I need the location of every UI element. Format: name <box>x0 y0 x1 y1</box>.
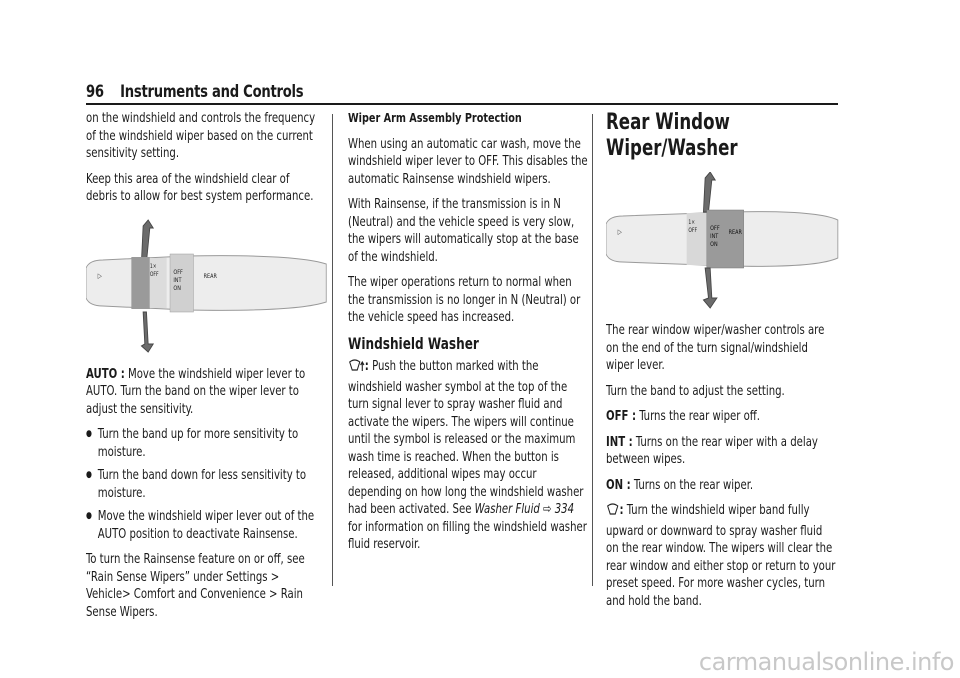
label-off-small: OFF <box>688 227 698 235</box>
list-item: ● Turn the band down for less sensitivity to moisture. <box>86 467 321 502</box>
section-title: Instruments and Controls <box>120 82 304 102</box>
rear-wiper-heading: Rear Window Wiper/Washer <box>606 110 738 161</box>
washer-description: : Push the button marked with the windshield washer symbol at the top of the turn signal lever to spray washer fluid and activate the wipers. The wipers will continue until the symbol is released or the maximum wash time is reached. When the button is released, additional wipes may occur depending on how long the windshield washer had been activated. See Washer Fluid ⇨ 334 for information on filling the windshield washer fluid reservoir. <box>348 359 587 552</box>
washer-icon <box>348 359 365 379</box>
windshield-washer-heading: Windshield Washer <box>348 333 479 353</box>
column-3 <box>606 110 882 618</box>
list-item: ● Turn the band up for more sensitivity to moisture. <box>86 426 321 461</box>
rear-washer-description: : Turn the windshield wiper band fully upward or downward to spray washer fluid on the rear window. The wipers will clear the rear window and either stop or return to your preset speed. For more washer cycles, turn and hold the band. <box>606 503 836 609</box>
label-int: INT <box>710 232 719 241</box>
paragraph: Turn the band to adjust the setting. <box>606 383 785 399</box>
auto-term: AUTO : <box>86 366 125 382</box>
paragraph: The wiper operations return to normal when the transmission is no longer in N (Neutral) or the vehicle speed has increased. <box>348 275 581 325</box>
label-1x: 1× <box>149 263 157 270</box>
on-description: ON : Turns on the rear wiper. <box>606 477 754 493</box>
paragraph: To turn the Rainsense feature on or off, see “Rain Sense Wipers” under Settings > Vehicle> Comfort and Convenience > Rain Sense Wipers. <box>86 552 305 620</box>
wiper-lever-image <box>86 216 328 354</box>
washer-fluid-link[interactable]: Washer Fluid <box>474 502 540 517</box>
page-header <box>86 82 733 104</box>
auto-description: AUTO : Move the windshield wiper lever to AUTO. Turn the band on the wiper lever to adjust the sensitivity. <box>86 366 306 417</box>
label-off: OFF <box>173 268 183 276</box>
label-int: INT <box>173 276 182 284</box>
watermark: carmanualsonline.info <box>698 648 954 676</box>
label-on: ON <box>173 284 181 292</box>
washer-icon <box>606 503 619 523</box>
bullet-list <box>86 426 321 543</box>
label-1x: 1× <box>688 219 695 227</box>
paragraph: The rear window wiper/washer controls are on the end of the turn signal/windshield wiper lever. <box>606 323 825 373</box>
label-off: OFF <box>710 224 720 233</box>
column-2 <box>348 110 634 562</box>
label-on: ON <box>710 240 718 249</box>
paragraph: When using an automatic car wash, move the windshield wiper lever to OFF. This disables the automatic Rainsense windshield wipers. <box>348 136 588 187</box>
list-item: ● Move the windshield wiper lever out of the AUTO position to deactivate Rainsense. <box>86 508 321 543</box>
paragraph: on the windshield and controls the frequency of the windshield wiper based on the current sensitivity setting. <box>86 111 316 161</box>
off-description: OFF : Turns the rear wiper off. <box>606 409 760 424</box>
washer-fluid-page[interactable]: 334 <box>554 502 575 517</box>
int-description: INT : Turns on the rear wiper with a delay between wipes. <box>606 434 818 467</box>
label-off-small: OFF <box>149 271 159 278</box>
page-number: 96 <box>86 82 104 102</box>
svg-text:▷: ▷ <box>617 227 622 237</box>
paragraph: With Rainsense, if the transmission is in N (Neutral) and the vehicle speed is very slow, the wipers will automatically stop at the base of the windshield. <box>348 197 579 265</box>
label-rear: REAR <box>728 228 742 237</box>
lever-symbol: ▷ <box>97 271 102 280</box>
wiper-arm-heading: Wiper Arm Assembly Protection <box>348 111 522 126</box>
column-1 <box>86 110 366 629</box>
label-rear: REAR <box>203 272 217 280</box>
page-ref-arrow-icon: ⇨ <box>543 502 552 517</box>
rear-wiper-lever-image <box>606 172 840 310</box>
header-rule <box>86 103 838 105</box>
paragraph: Keep this area of the windshield clear of debris to allow for best system performance. <box>86 171 314 204</box>
